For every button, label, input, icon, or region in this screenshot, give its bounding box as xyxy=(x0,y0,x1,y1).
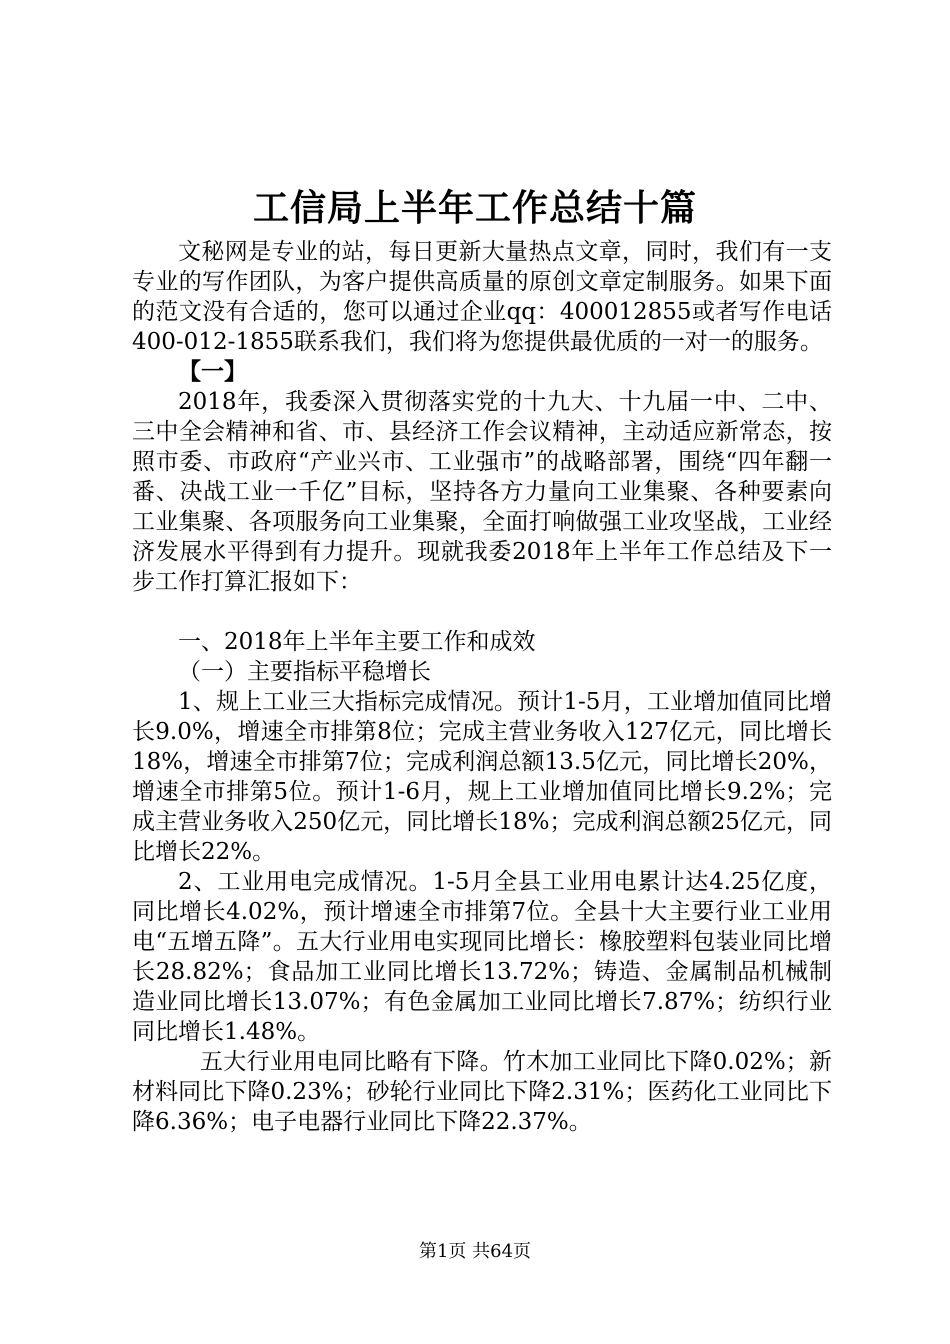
electricity-paragraph: 2、工业用电完成情况。1-5月全县工业用电累计达4.25亿度，同比增长4.02%，预计增速全市排第7位。全县十大主要行业工业用电“五增五降”。五大行业用电实现同比增长：橡胶塑料包装业同比增长28.82%；食品加工业同比增长13.72%；铸造、金属制品机械制造业同比增长13.07%；有色金属加工业同比增长7.87%；纺织行业同比增长1.48%。 xyxy=(132,869,832,1045)
intro-paragraph: 文秘网是专业的站，每日更新大量热点文章，同时，我们有一支专业的写作团队，为客户提供高质量的原创文章定制服务。如果下面的范文没有合适的，您可以通过企业qq：400012855或者写作电话400-012-1855联系我们，我们将为您提供最优质的一对一的服务。 xyxy=(132,239,832,355)
page-footer: 第1页 共64页 xyxy=(418,1241,532,1262)
indicators-paragraph: 1、规上工业三大指标完成情况。预计1-5月，工业增加值同比增长9.0%，增速全市排第8位；完成主营业务收入127亿元，同比增长18%，增速全市排第7位；完成利润总额13.5亿元，同比增长20%，增速全市排第5位。预计1-6月，规上工业增加值同比增长9.2%；完成主营业务收入250亿元，同比增长18%；完成利润总额25亿元，同比增长22%。 xyxy=(132,689,832,865)
document-title: 工信局上半年工作总结十篇 xyxy=(252,187,697,229)
section-marker: 【一】 xyxy=(178,358,247,385)
document-body xyxy=(132,237,832,1137)
blank-line xyxy=(132,597,832,627)
subsection-heading: （一）主要指标平稳增长 xyxy=(178,659,431,685)
section-heading: 一、2018年上半年主要工作和成效 xyxy=(178,629,536,655)
decline-paragraph: 五大行业用电同比略有下降。竹木加工业同比下降0.02%；新材料同比下降0.23%；砂轮行业同比下降2.31%；医药化工业同比下降6.36%；电子电器行业同比下降22.37%。 xyxy=(132,1049,832,1135)
overview-paragraph: 2018年，我委深入贯彻落实党的十九大、十九届一中、二中、三中全会精神和省、市、县经济工作会议精神，主动适应新常态，按照市委、市政府“产业兴市、工业强市”的战略部署，围绕“四年翻一番、决战工业一千亿”目标，坚持各方力量向工业集聚、各种要素向工业集聚、各项服务向工业集聚，全面打响做强工业攻坚战，工业经济发展水平得到有力提升。现就我委2018年上半年工作总结及下一步工作打算汇报如下： xyxy=(132,389,832,595)
